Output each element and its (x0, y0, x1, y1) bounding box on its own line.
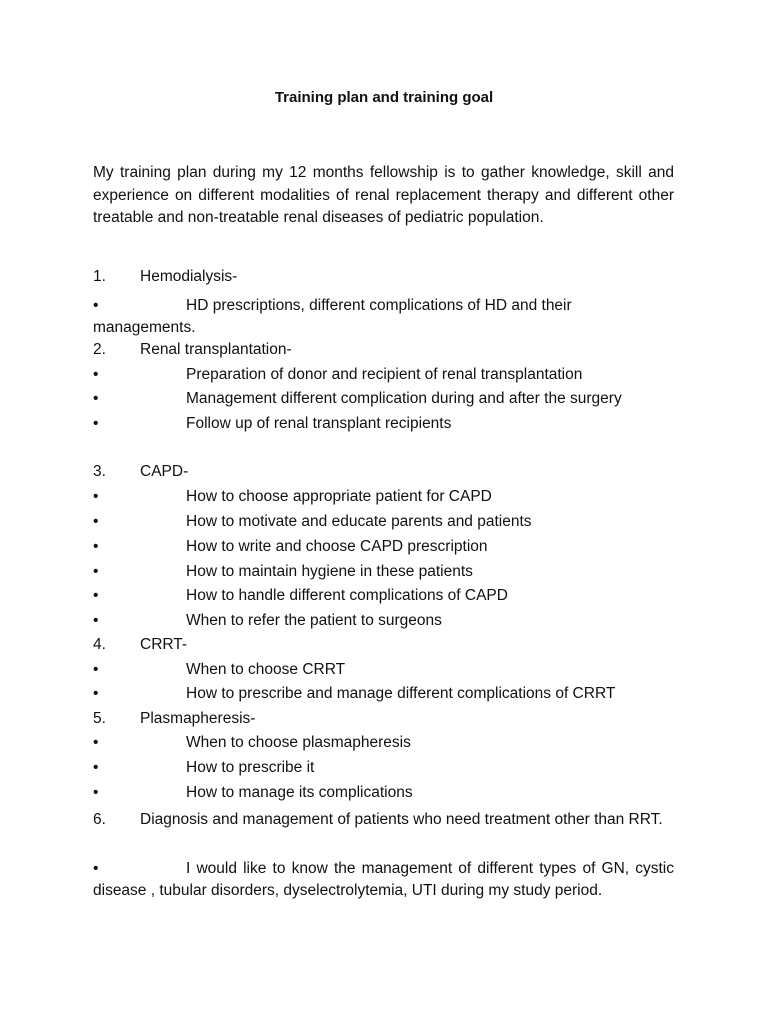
list-item-text: How to prescribe and manage different complications of CRRT (186, 685, 616, 702)
bullet: • (93, 415, 99, 432)
section-number: 4. (93, 636, 106, 653)
list-item (93, 858, 674, 902)
list-item-text: Management different complication during and after the surgery (186, 390, 622, 407)
list-item-text: How to motivate and educate parents and patients (186, 513, 532, 530)
section-title: Plasmapheresis- (140, 710, 256, 727)
list-item-text: When to choose CRRT (186, 661, 346, 678)
list-item (93, 295, 674, 339)
bullet: • (93, 563, 99, 580)
intro-paragraph: My training plan during my 12 months fellowship is to gather knowledge, skill and experience on different modalities of renal replacement therapy and different other treatable and non-treatable renal diseases of pediatric population. (93, 164, 674, 226)
bullet: • (93, 390, 99, 407)
list-item-text: How to write and choose CAPD prescription (186, 538, 488, 555)
section-number: 5. (93, 710, 106, 727)
bullet: • (93, 661, 99, 678)
bullet: • (93, 538, 99, 555)
section-title: CAPD- (140, 463, 189, 480)
list-item-text: HD prescriptions, different complications of HD and their managements. (93, 297, 572, 336)
list-item-text: Follow up of renal transplant recipients (186, 415, 452, 432)
list-item-text: How to choose appropriate patient for CAPD (186, 488, 492, 505)
list-item-text: How to manage its complications (186, 784, 413, 801)
section-title: CRRT- (140, 636, 188, 653)
section-title: Hemodialysis- (140, 268, 238, 285)
bullet: • (93, 513, 99, 530)
section-title: Renal transplantation- (140, 341, 292, 358)
list-item-text: How to prescribe it (186, 759, 315, 776)
section-number: 2. (93, 341, 106, 358)
bullet: • (93, 488, 99, 505)
section-heading-6 (93, 809, 674, 831)
bullet: • (93, 784, 99, 801)
bullet: • (93, 860, 99, 877)
bullet: • (93, 366, 99, 383)
section-number: 1. (93, 268, 106, 285)
list-item-text: How to handle different complications of CAPD (186, 587, 508, 604)
list-item-text: When to refer the patient to surgeons (186, 612, 442, 629)
bullet: • (93, 612, 99, 629)
section-number: 3. (93, 463, 106, 480)
bullet: • (93, 587, 99, 604)
section-title: Diagnosis and management of patients who need treatment other than RRT. (140, 811, 663, 828)
bullet: • (93, 685, 99, 702)
list-item-text: I would like to know the management of different types of GN, cystic disease , tubular disorders, dyselectrolytemia, UTI during my study period. (93, 860, 674, 899)
document-title: Training plan and training goal (274, 89, 494, 106)
bullet: • (93, 734, 99, 751)
list-item-text: Preparation of donor and recipient of renal transplantation (186, 366, 583, 383)
list-item-text: How to maintain hygiene in these patients (186, 563, 473, 580)
section-number: 6. (93, 811, 106, 828)
list-item-text: When to choose plasmapheresis (186, 734, 411, 751)
bullet: • (93, 759, 99, 776)
bullet: • (93, 297, 99, 314)
